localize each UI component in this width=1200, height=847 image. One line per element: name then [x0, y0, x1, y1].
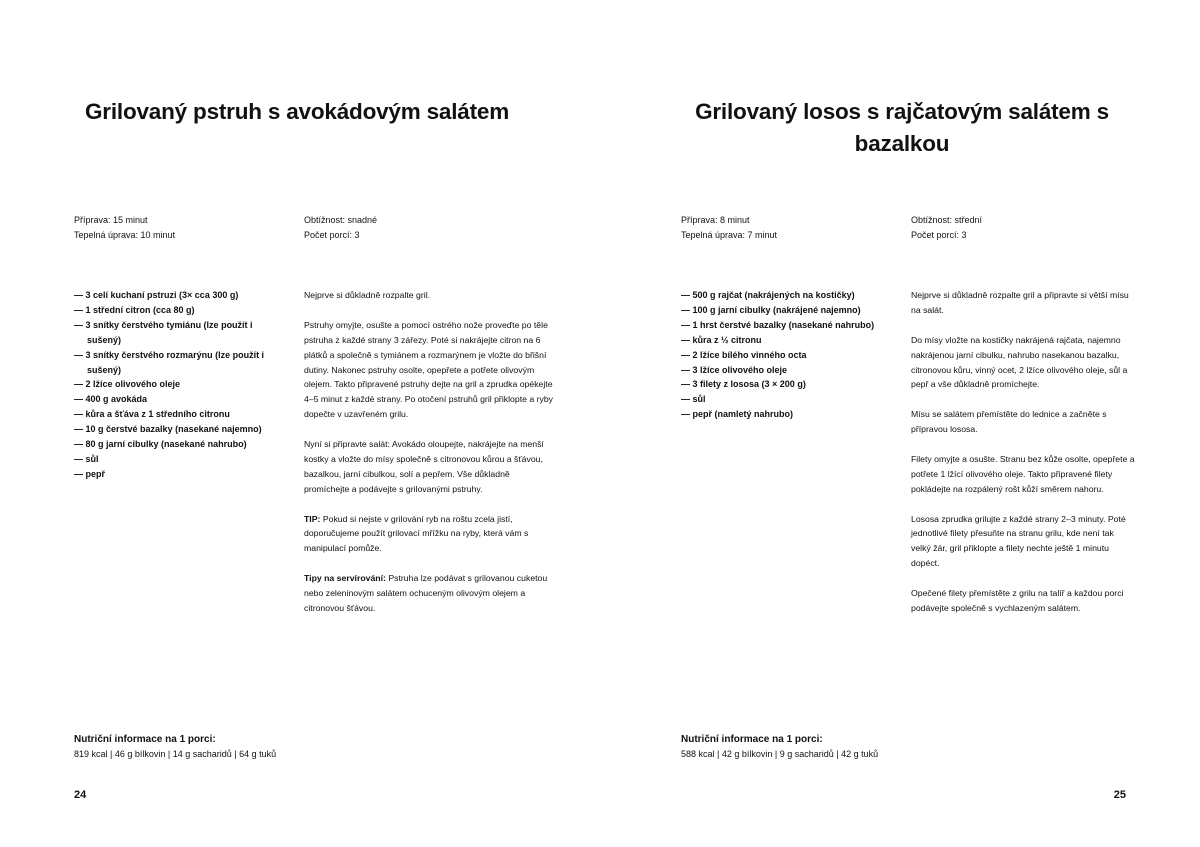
servings: Počet porcí: 3: [304, 230, 360, 240]
nutrition-values: 588 kcal | 42 g bílkovin | 9 g sacharidů | 42 g tuků: [681, 749, 879, 759]
prep-time: Příprava: 8 minut: [681, 215, 750, 225]
ingredient-item: — 3 snítky čerstvého rozmarýnu (lze použít i sušený): [74, 348, 289, 378]
ingredient-item: — 100 g jarní cibulky (nakrájené najemno): [681, 303, 896, 318]
ingredient-item: — kůra a šťáva z 1 středního citronu: [74, 407, 289, 422]
method-step: Pstruhy omyjte, osušte a pomocí ostrého nože proveďte po těle pstruha z každé strany 3 zářezy. Poté si nakrájejte citron na 6 plátků a společně s tymiánem a rozmarýnem je vložte do břišní dutiny. Nakonec pstruhy osolte, opepřete a potřete olivovým olejem. Takto připravené pstruhy dejte na gril a zprudka opékejte 4–5 minut z každé strany. Po otočení pstruhů gril přiklopte a ryby dopečte v uzavřeném grilu.: [304, 319, 554, 420]
difficulty: Obtížnost: snadné: [304, 215, 378, 225]
ingredient-item: — 3 lžíce olivového oleje: [681, 363, 896, 378]
difficulty-info: [911, 213, 982, 243]
tip-text: Pokud si nejste v grilování ryb na roštu zcela jistí, doporučujeme použít grilovací mřížku na ryby, která vám s manipulací pomůže.: [304, 513, 529, 554]
ingredient-item: — 1 střední citron (cca 80 g): [74, 303, 289, 318]
ingredient-item: — sůl: [74, 452, 289, 467]
tip-label: TIP:: [304, 513, 321, 524]
page-number: 25: [1113, 789, 1126, 801]
method-step: Do mísy vložte na kostičky nakrájená rajčata, najemno nakrájenou jarní cibulku, nahrubo nasekanou bazalku, citronovou kůru, vinný ocet, 2 lžíce olivového oleje, sůl a pepř a vše důkladně promíchejte.: [911, 334, 1128, 390]
time-info: [681, 213, 777, 243]
servings: Počet porcí: 3: [911, 230, 967, 240]
ingredient-item: — 3 snítky čerstvého tymiánu (lze použít i sušený): [74, 318, 289, 348]
ingredient-list: [74, 288, 289, 482]
method-step: Nejprve si důkladně rozpalte gril.: [304, 290, 431, 300]
nutrition-values: 819 kcal | 46 g bílkovin | 14 g sacharidů | 64 g tuků: [74, 749, 277, 759]
difficulty: Obtížnost: střední: [911, 215, 983, 225]
time-info: [74, 213, 175, 243]
serving-tip-label: Tipy na servírování:: [304, 573, 386, 584]
nutrition-heading: Nutriční informace na 1 porci:: [681, 734, 823, 745]
ingredient-item: — pepř: [74, 467, 289, 482]
ingredient-item: — 2 lžíce olivového oleje: [74, 377, 289, 392]
ingredient-item: — 3 celí kuchaní pstruzi (3× cca 300 g): [74, 288, 289, 303]
prep-time: Příprava: 15 minut: [74, 215, 148, 225]
method-text: [304, 288, 556, 631]
method-step: Nyní si připravte salát: Avokádo oloupejte, nakrájejte na menší kostky a vložte do mísy společně s citronovou kůrou a šťávou, bazalkou, jarní cibulkou, solí a pepřem. Vše důkladně promíchejte a podávejte s grilovanými pstruhy.: [304, 439, 544, 494]
ingredient-list: [681, 288, 896, 422]
cook-time: Tepelná úprava: 10 minut: [74, 230, 176, 240]
ingredient-item: — 2 lžíce bílého vinného octa: [681, 348, 896, 363]
tip-paragraph: [304, 512, 556, 557]
ingredient-item: — 3 filety z lososa (3 × 200 g): [681, 377, 896, 392]
method-step: Filety omyjte a osušte. Stranu bez kůže osolte, opepřete a potřete 1 lžící olivového oleje. Takto připravené filety pokládejte na rozpálený rošt kůží směrem nahoru.: [911, 453, 1135, 494]
method-step: Lososa zprudka grilujte z každé strany 2–3 minuty. Poté jednotlivé filety přesuňte na stranu grilu, kde není tak velký žár, gril přiklopte a filety nechte ještě 1 minutu dopéct.: [911, 513, 1126, 569]
ingredient-item: — 80 g jarní cibulky (nasekané nahrubo): [74, 437, 289, 452]
ingredient-item: — sůl: [681, 392, 896, 407]
difficulty-info: [304, 213, 377, 243]
ingredient-item: — 10 g čerstvé bazalky (nasekané najemno): [74, 422, 289, 437]
method-step: Opečené filety přemístěte z grilu na talíř a každou porci podávejte společně s vychlazeným salátem.: [911, 588, 1124, 613]
ingredient-item: — kůra z ½ citronu: [681, 333, 896, 348]
ingredient-item: — 400 g avokáda: [74, 392, 289, 407]
method-step: Nejprve si důkladně rozpalte gril a připravte si větší mísu na salát.: [911, 290, 1129, 315]
page-number: 24: [74, 789, 87, 801]
serving-tip-paragraph: [304, 571, 556, 616]
nutrition-heading: Nutriční informace na 1 porci:: [74, 734, 216, 745]
ingredient-item: — 1 hrst čerstvé bazalky (nasekané nahrubo): [681, 318, 896, 333]
ingredient-item: — pepř (namletý nahrubo): [681, 407, 896, 422]
nutrition-info: [74, 733, 276, 761]
page-right: [600, 0, 1200, 847]
recipe-title: Grilovaný pstruh s avokádovým salátem: [84, 99, 510, 124]
cook-time: Tepelná úprava: 7 minut: [681, 230, 778, 240]
method-step: Mísu se salátem přemístěte do lednice a začněte s přípravou lososa.: [911, 409, 1107, 435]
serving-tip-text: Pstruha lze podávat s grilovanou cuketou nebo zeleninovým salátem ochuceným olivovým olejem a citronovou šťávou.: [304, 573, 548, 613]
nutrition-info: [681, 733, 878, 761]
method-text: [911, 288, 1136, 631]
ingredient-item: — 500 g rajčat (nakrájených na kostičky): [681, 288, 896, 303]
recipe-title: Grilovaný losos s rajčatovým salátem s bazalkou: [695, 99, 1109, 156]
